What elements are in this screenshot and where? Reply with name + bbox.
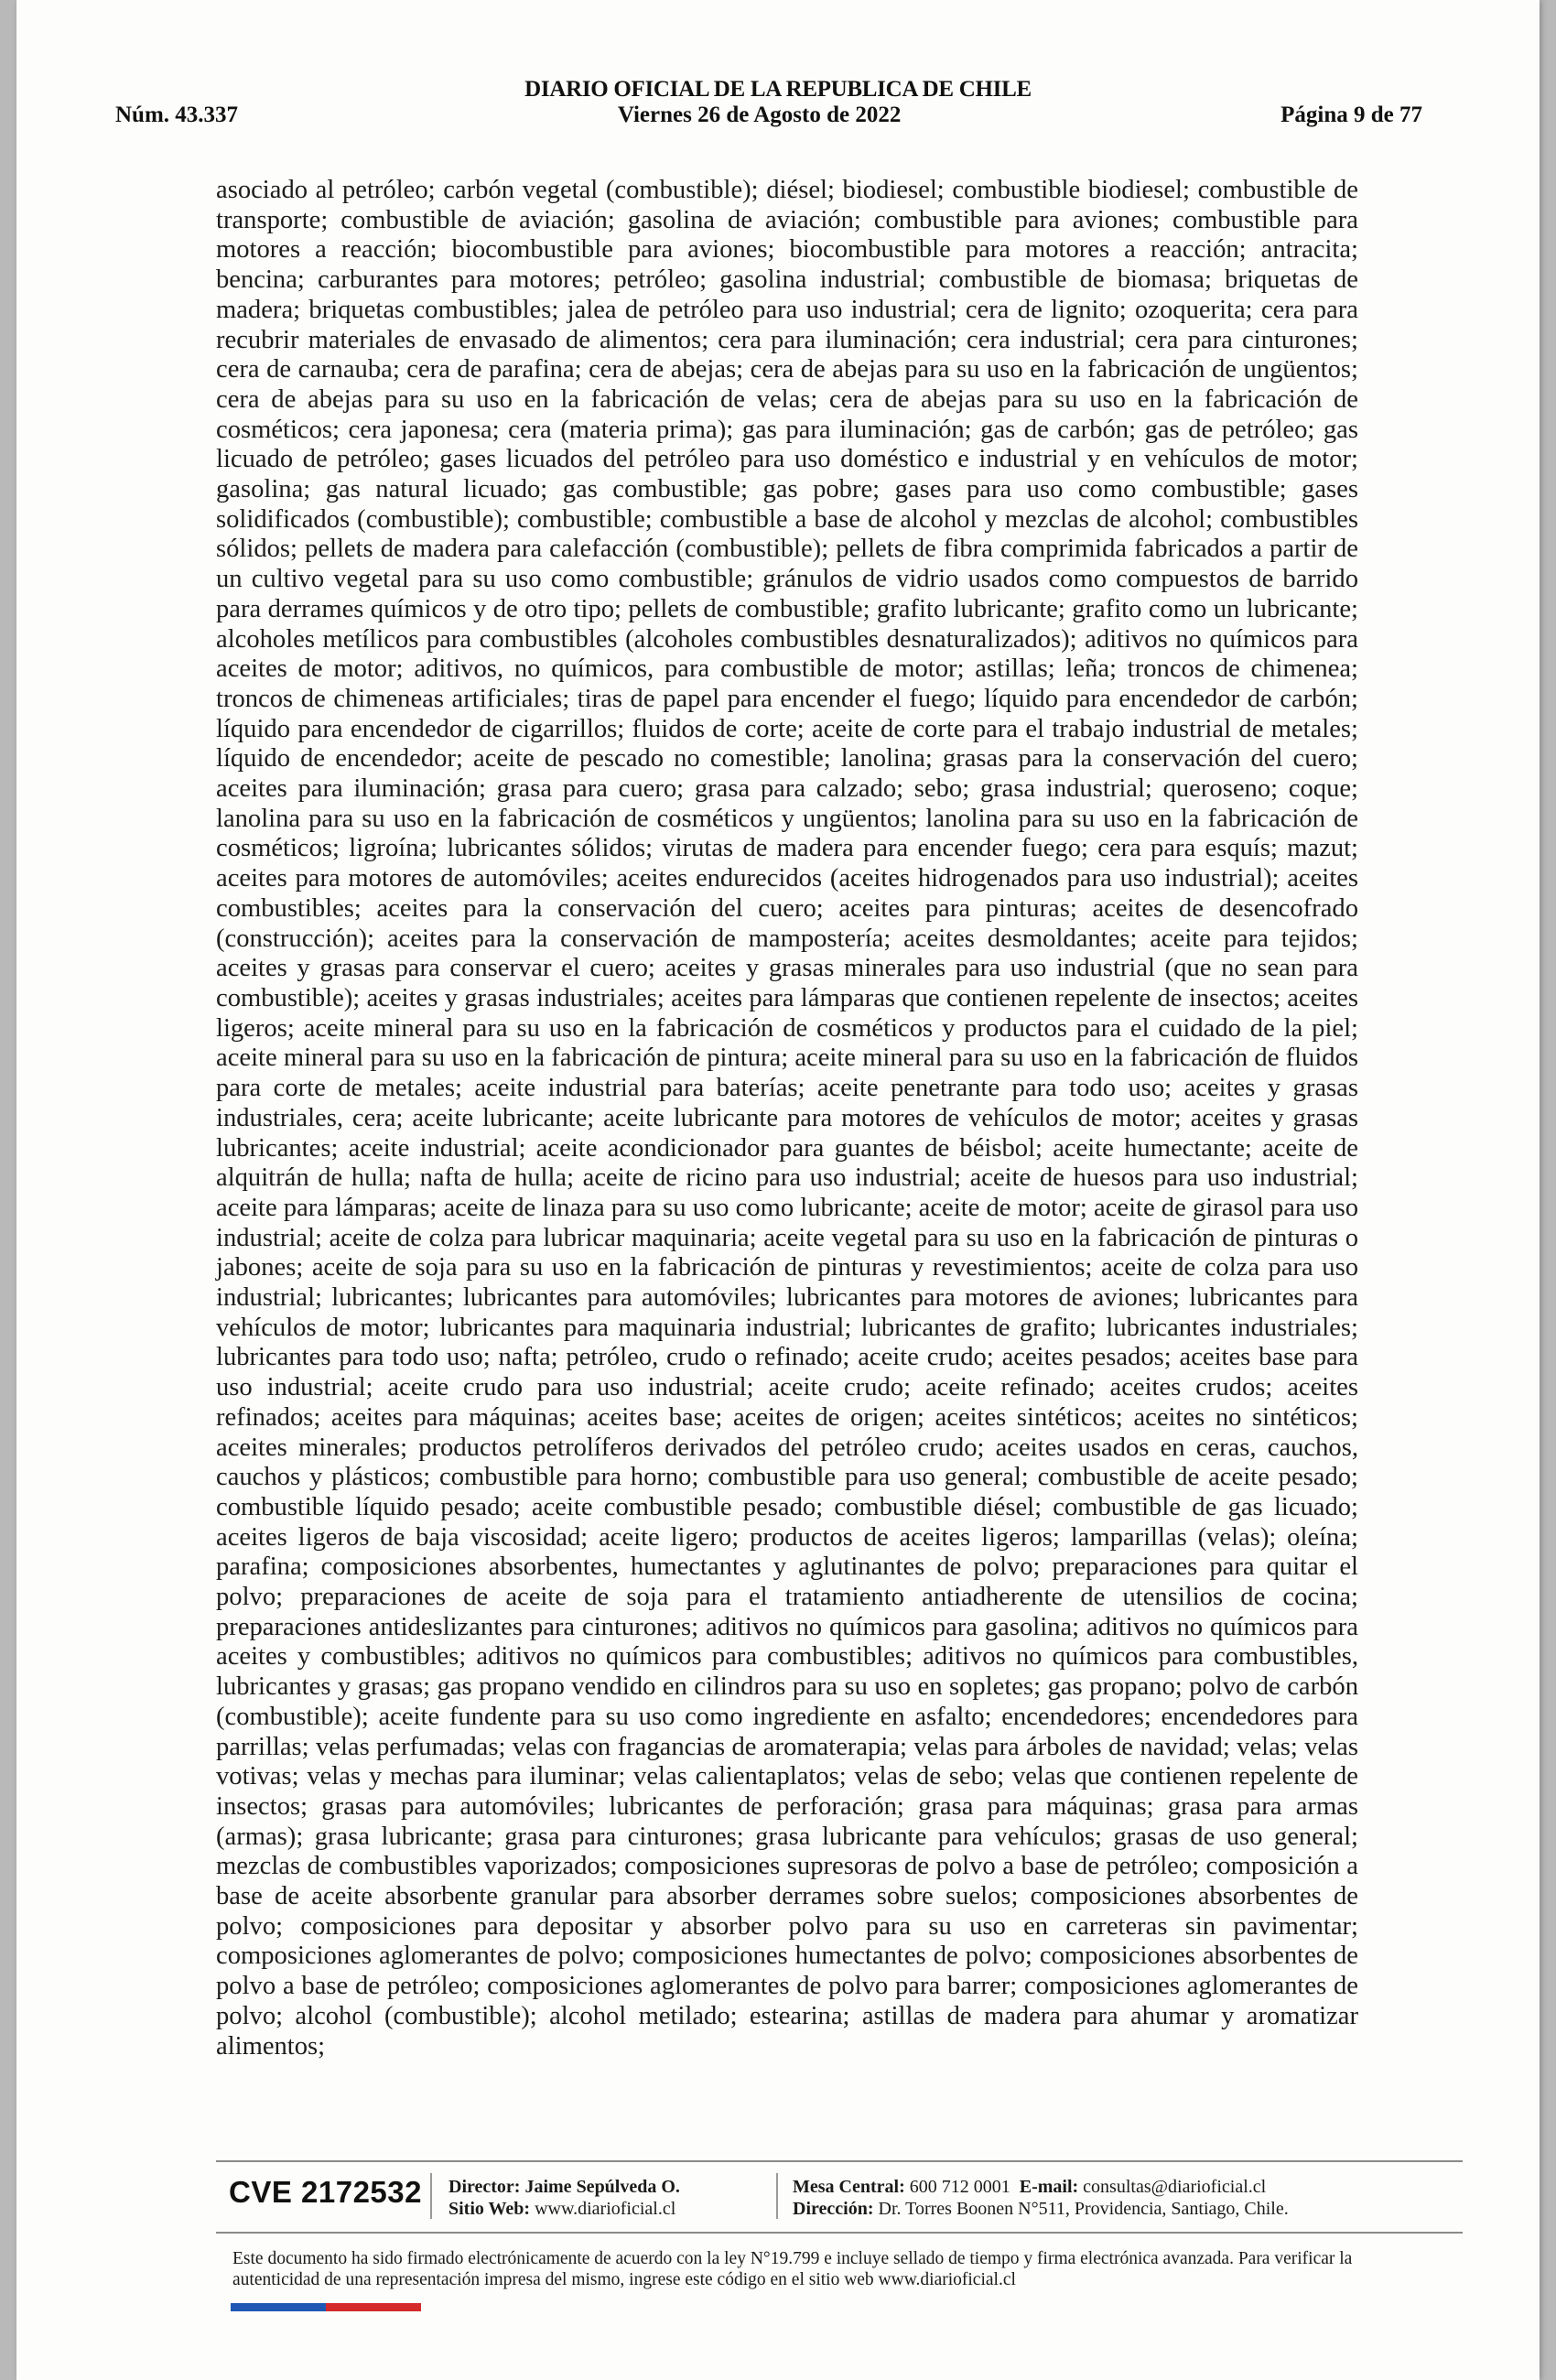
contact-block [793, 2176, 1289, 2220]
website-label: Sitio Web: [448, 2199, 531, 2219]
footer-separator [430, 2173, 432, 2219]
flag-red-segment [326, 2303, 421, 2311]
document-page [16, 0, 1540, 2380]
footer-separator [776, 2173, 778, 2219]
legal-notice: Este documento ha sido firmado electrónicamente de acuerdo con la ley N°19.799 e incluye sellado de tiempo y firma electrónica avanzada. Para verificar la autenticidad de una representación impresa del mismo, ingrese este código en el sitio web www.diarioficial.cl [232, 2249, 1353, 2289]
director-block [448, 2176, 680, 2220]
issue-number: Núm. 43.337 [115, 103, 239, 127]
director-label: Director: [448, 2177, 521, 2197]
page-number: Página 9 de 77 [1280, 103, 1422, 127]
footer-divider-bottom [216, 2232, 1463, 2234]
body-paragraph: asociado al petróleo; carbón vegetal (combustible); diésel; biodiesel; combustible biodiesel; combustible de transporte; combustible de aviación; gasolina de aviación; combustible para aviones; combustible para motores a reacción; biocombustible para aviones; biocombustible para motores a reacción; antracita; bencina; carburantes para motores; petróleo; gasolina industrial; combustible de biomasa; briquetas de madera; briquetas combustibles; jalea de petróleo para uso industrial; cera de lignito; ozoquerita; cera para recubrir materiales de envasado de alimentos; cera para iluminación; cera industrial; cera para cinturones; cera de carnauba; cera de parafina; cera de abejas; cera de abejas para su uso en la fabricación de ungüentos; cera de abejas para su uso en la fabricación de velas; cera de abejas para su uso en la fabricación de cosméticos; cera japonesa; cera (materia prima); gas para iluminación; gas de carbón; gas de petróleo; gas licuado de petróleo; gases licuados del petróleo para uso doméstico e industrial y en vehículos de motor; gasolina; gas natural licuado; gas combustible; gas pobre; gases para uso como combustible; gases solidificados (combustible); combustible; combustible a base de alcohol y mezclas de alcohol; combustibles sólidos; pellets de madera para calefacción (combustible); pellets de fibra comprimida fabricados a partir de un cultivo vegetal para su uso como combustible; gránulos de vidrio usados como compuestos de barrido para derrames químicos y de otro tipo; pellets de combustible; grafito lubricante; grafito como un lubricante; alcoholes metílicos para combustibles (alcoholes combustibles desnaturalizados); aditivos no químicos para aceites de motor; aditivos, no químicos, para combustible de motor; astillas; leña; troncos de chimenea; troncos de chimeneas artificiales; tiras de papel para encender el fuego; líquido para encendedor de carbón; líquido para encendedor de cigarrillos; fluidos de corte; aceite de corte para el trabajo industrial de metales; líquido de encendedor; aceite de pescado no comestible; lanolina; grasas para la conservación del cuero; aceites para iluminación; grasa para cuero; grasa para calzado; sebo; grasa industrial; queroseno; coque; lanolina para su uso en la fabricación de cosméticos y ungüentos; lanolina para su uso en la fabricación de cosméticos; ligroína; lubricantes sólidos; virutas de madera para encender fuego; cera para esquís; mazut; aceites para motores de automóviles; aceites endurecidos (aceites hidrogenados para uso industrial); aceites combustibles; aceites para la conservación del cuero; aceites para pinturas; aceites de desencofrado (construcción); aceites para la conservación de mampostería; aceites desmoldantes; aceite para tejidos; aceites y grasas para conservar el cuero; aceites y grasas minerales para uso industrial (que no sean para combustible); aceites y grasas industriales; aceites para lámparas que contienen repelente de insectos; aceites ligeros; aceite mineral para su uso en la fabricación de cosméticos y productos para el cuidado de la piel; aceite mineral para su uso en la fabricación de pintura; aceite mineral para su uso en la fabricación de fluidos para corte de metales; aceite industrial para baterías; aceite penetrante para todo uso; aceites y grasas industriales, cera; aceite lubricante; aceite lubricante para motores de vehículos de motor; aceites y grasas lubricantes; aceite industrial; aceite acondicionador para guantes de béisbol; aceite humectante; aceite de alquitrán de hulla; nafta de hulla; aceite de ricino para uso industrial; aceite de huesos para uso industrial; aceite para lámparas; aceite de linaza para su uso como lubricante; aceite de motor; aceite de girasol para uso industrial; aceite de colza para lubricar maquinaria; aceite vegetal para su uso en la fabricación de pinturas o jabones; aceite de soja para su uso en la fabricación de pinturas y revestimientos; aceite de colza para uso industrial; lubricantes; lubricantes para automóviles; lubricantes para motores de aviones; lubricantes para vehículos de motor; lubricantes para maquinaria industrial; lubricantes de grafito; lubricantes industriales; lubricantes para todo uso; nafta; petróleo, crudo o refinado; aceite crudo; aceites pesados; aceites base para uso industrial; aceite crudo para uso industrial; aceite crudo; aceite refinado; aceites crudos; aceites refinados; aceites para máquinas; aceites base; aceites de origen; aceites sintéticos; aceites no sintéticos; aceites minerales; productos petrolíferos derivados del petróleo crudo; aceites usados en ceras, cauchos, cauchos y plásticos; combustible para horno; combustible para uso general; combustible de aceite pesado; combustible líquido pesado; aceite combustible pesado; combustible diésel; combustible de gas licuado; aceites ligeros de baja viscosidad; aceite ligero; productos de aceites ligeros; lamparillas (velas); oleína; parafina; composiciones absorbentes, humectantes y aglutinantes de polvo; preparaciones para quitar el polvo; preparaciones de aceite de soja para el tratamiento antiadherente de utensilios de cocina; preparaciones antideslizantes para cinturones; aditivos no químicos para gasolina; aditivos no químicos para aceites y combustibles; aditivos no químicos para combustibles; aditivos no químicos para combustibles, lubricantes y grasas; gas propano vendido en cilindros para su uso en sopletes; gas propano; polvo de carbón (combustible); aceite fundente para su uso como ingrediente en asfalto; encendedores; encendedores para parrillas; velas perfumadas; velas con fragancias de aromaterapia; velas para árboles de navidad; velas; velas votivas; velas y mechas para iluminar; velas calientaplatos; velas de sebo; velas que contienen repelente de insectos; grasas para automóviles; lubricantes de perforación; grasa para máquinas; grasa para armas (armas); grasa lubricante; grasa para cinturones; grasa lubricante para vehículos; grasas de uso general; mezclas de combustibles vaporizados; composiciones supresoras de polvo a base de petróleo; composición a base de aceite absorbente granular para absorber derrames sobre suelos; composiciones absorbentes de polvo; composiciones para depositar y absorber polvo para su uso en carreteras sin pavimentar; composiciones aglomerantes de polvo; composiciones humectantes de polvo; composiciones absorbentes de polvo a base de petróleo; composiciones aglomerantes de polvo para barrer; composiciones aglomerantes de polvo; alcohol (combustible); alcohol metilado; estearina; astillas de madera para ahumar y aromatizar alimentos; [216, 176, 1358, 2061]
footer-divider-top [216, 2160, 1463, 2162]
address: Dr. Torres Boonen N°511, Providencia, Santiago, Chile. [878, 2199, 1289, 2219]
address-label: Dirección: [793, 2199, 874, 2219]
header-row [115, 103, 1422, 128]
email-link[interactable]: consultas@diarioficial.cl [1083, 2177, 1267, 2197]
phone-label: Mesa Central: [793, 2177, 905, 2197]
flag-blue-segment [231, 2303, 326, 2311]
website-link[interactable]: www.diarioficial.cl [535, 2199, 676, 2219]
newspaper-title: DIARIO OFICIAL DE LA REPUBLICA DE CHILE [524, 77, 1032, 102]
director-name: Jaime Sepúlveda O. [524, 2177, 680, 2197]
cve-code: CVE 2172532 [229, 2175, 422, 2209]
phone-number: 600 712 0001 [909, 2177, 1010, 2197]
chile-flag-stripe [231, 2303, 421, 2311]
issue-date: Viernes 26 de Agosto de 2022 [617, 103, 902, 127]
email-label: E-mail: [1019, 2177, 1079, 2197]
